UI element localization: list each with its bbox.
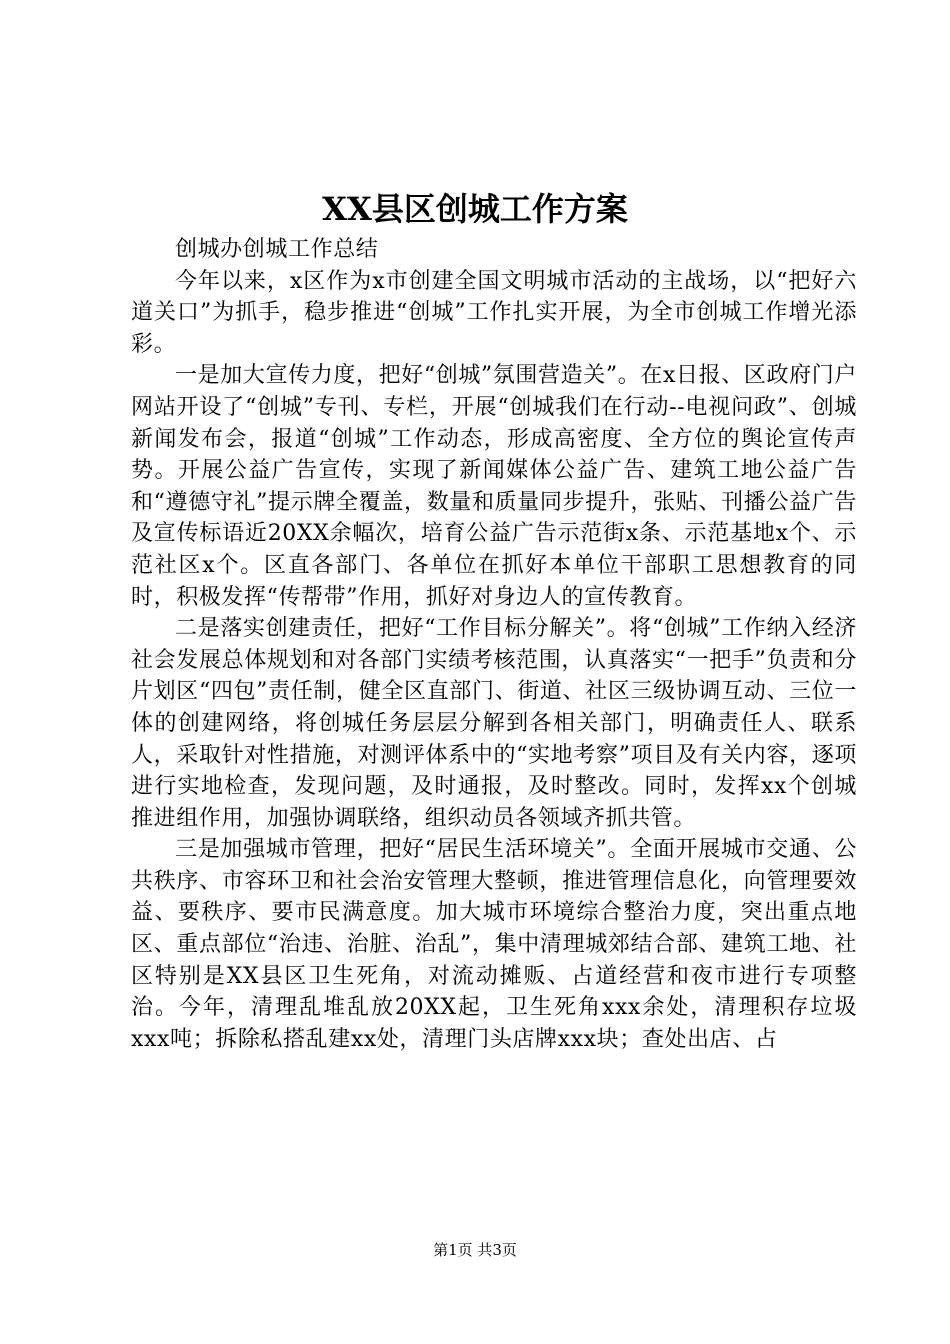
document-title: XX县区创城工作方案 xyxy=(322,190,628,228)
paragraph-publicity: 一是加大宣传力度，把好“创城”氛围营造关”。在x日报、区政府门户网站开设了“创城”专刊、专栏，开展“创城我们在行动--电视问政”、创城新闻发布会，报道“创城”工作动态，形成高密度、全方位的舆论宣传声势。开展公益广告宣传，实现了新闻媒体公益广告、建筑工地公益广告和“遵德守礼”提示牌全覆盖，数量和质量同步提升，张贴、刊播公益广告及宣传标语近20XX余幅次，培育公益广告示范街x条、示范基地x个、示范社区x个。区直各部门、各单位在抓好本单位干部职工思想教育的同时，积极发挥“传帮带”作用，抓好对身边人的宣传教育。 xyxy=(131,363,857,610)
document-subtitle: 创城办创城工作总结 xyxy=(175,237,379,262)
page-number-footer: 第1页 共3页 xyxy=(433,1241,517,1259)
paragraph-intro: 今年以来，x区作为x市创建全国文明城市活动的主战场，以“把好六道关口”为抓手，稳步推进“创城”工作扎实开展，为全市创城工作增光添彩。 xyxy=(131,268,857,357)
paragraph-responsibility: 二是落实创建责任，把好“工作目标分解关”。将“创城”工作纳入经济社会发展总体规划和对各部门实绩考核范围，认真落实“一把手”负责和分片划区“四包”责任制，健全区直部门、街道、社区三级协调互动、三位一体的创建网络，将创城任务层层分解到各相关部门，明确责任人、联系人，采取针对性措施，对测评体系中的“实地考察”项目及有关内容，逐项进行实地检查，发现问题，及时通报，及时整改。同时，发挥xx个创城推进组作用，加强协调联络，组织动员各领域齐抓共管。 xyxy=(131,616,857,831)
paragraph-city-management: 三是加强城市管理，把好“居民生活环境关”。全面开展城市交通、公共秩序、市容环卫和社会治安管理大整顿，推进管理信息化，向管理要效益、要秩序、要市民满意度。加大城市环境综合整治力度，突出重点地区、重点部位“治违、治脏、治乱”，集中清理城郊结合部、建筑工地、社区特别是XX县区卫生死角，对流动摊贩、占道经营和夜市进行专项整治。今年，清理乱堆乱放20XX起，卫生死角xxx余处，清理积存垃圾xxx吨；拆除私搭乱建xx处，清理门头店牌xxx块；查处出店、占 xyxy=(131,837,857,1052)
document-body xyxy=(131,234,857,1055)
